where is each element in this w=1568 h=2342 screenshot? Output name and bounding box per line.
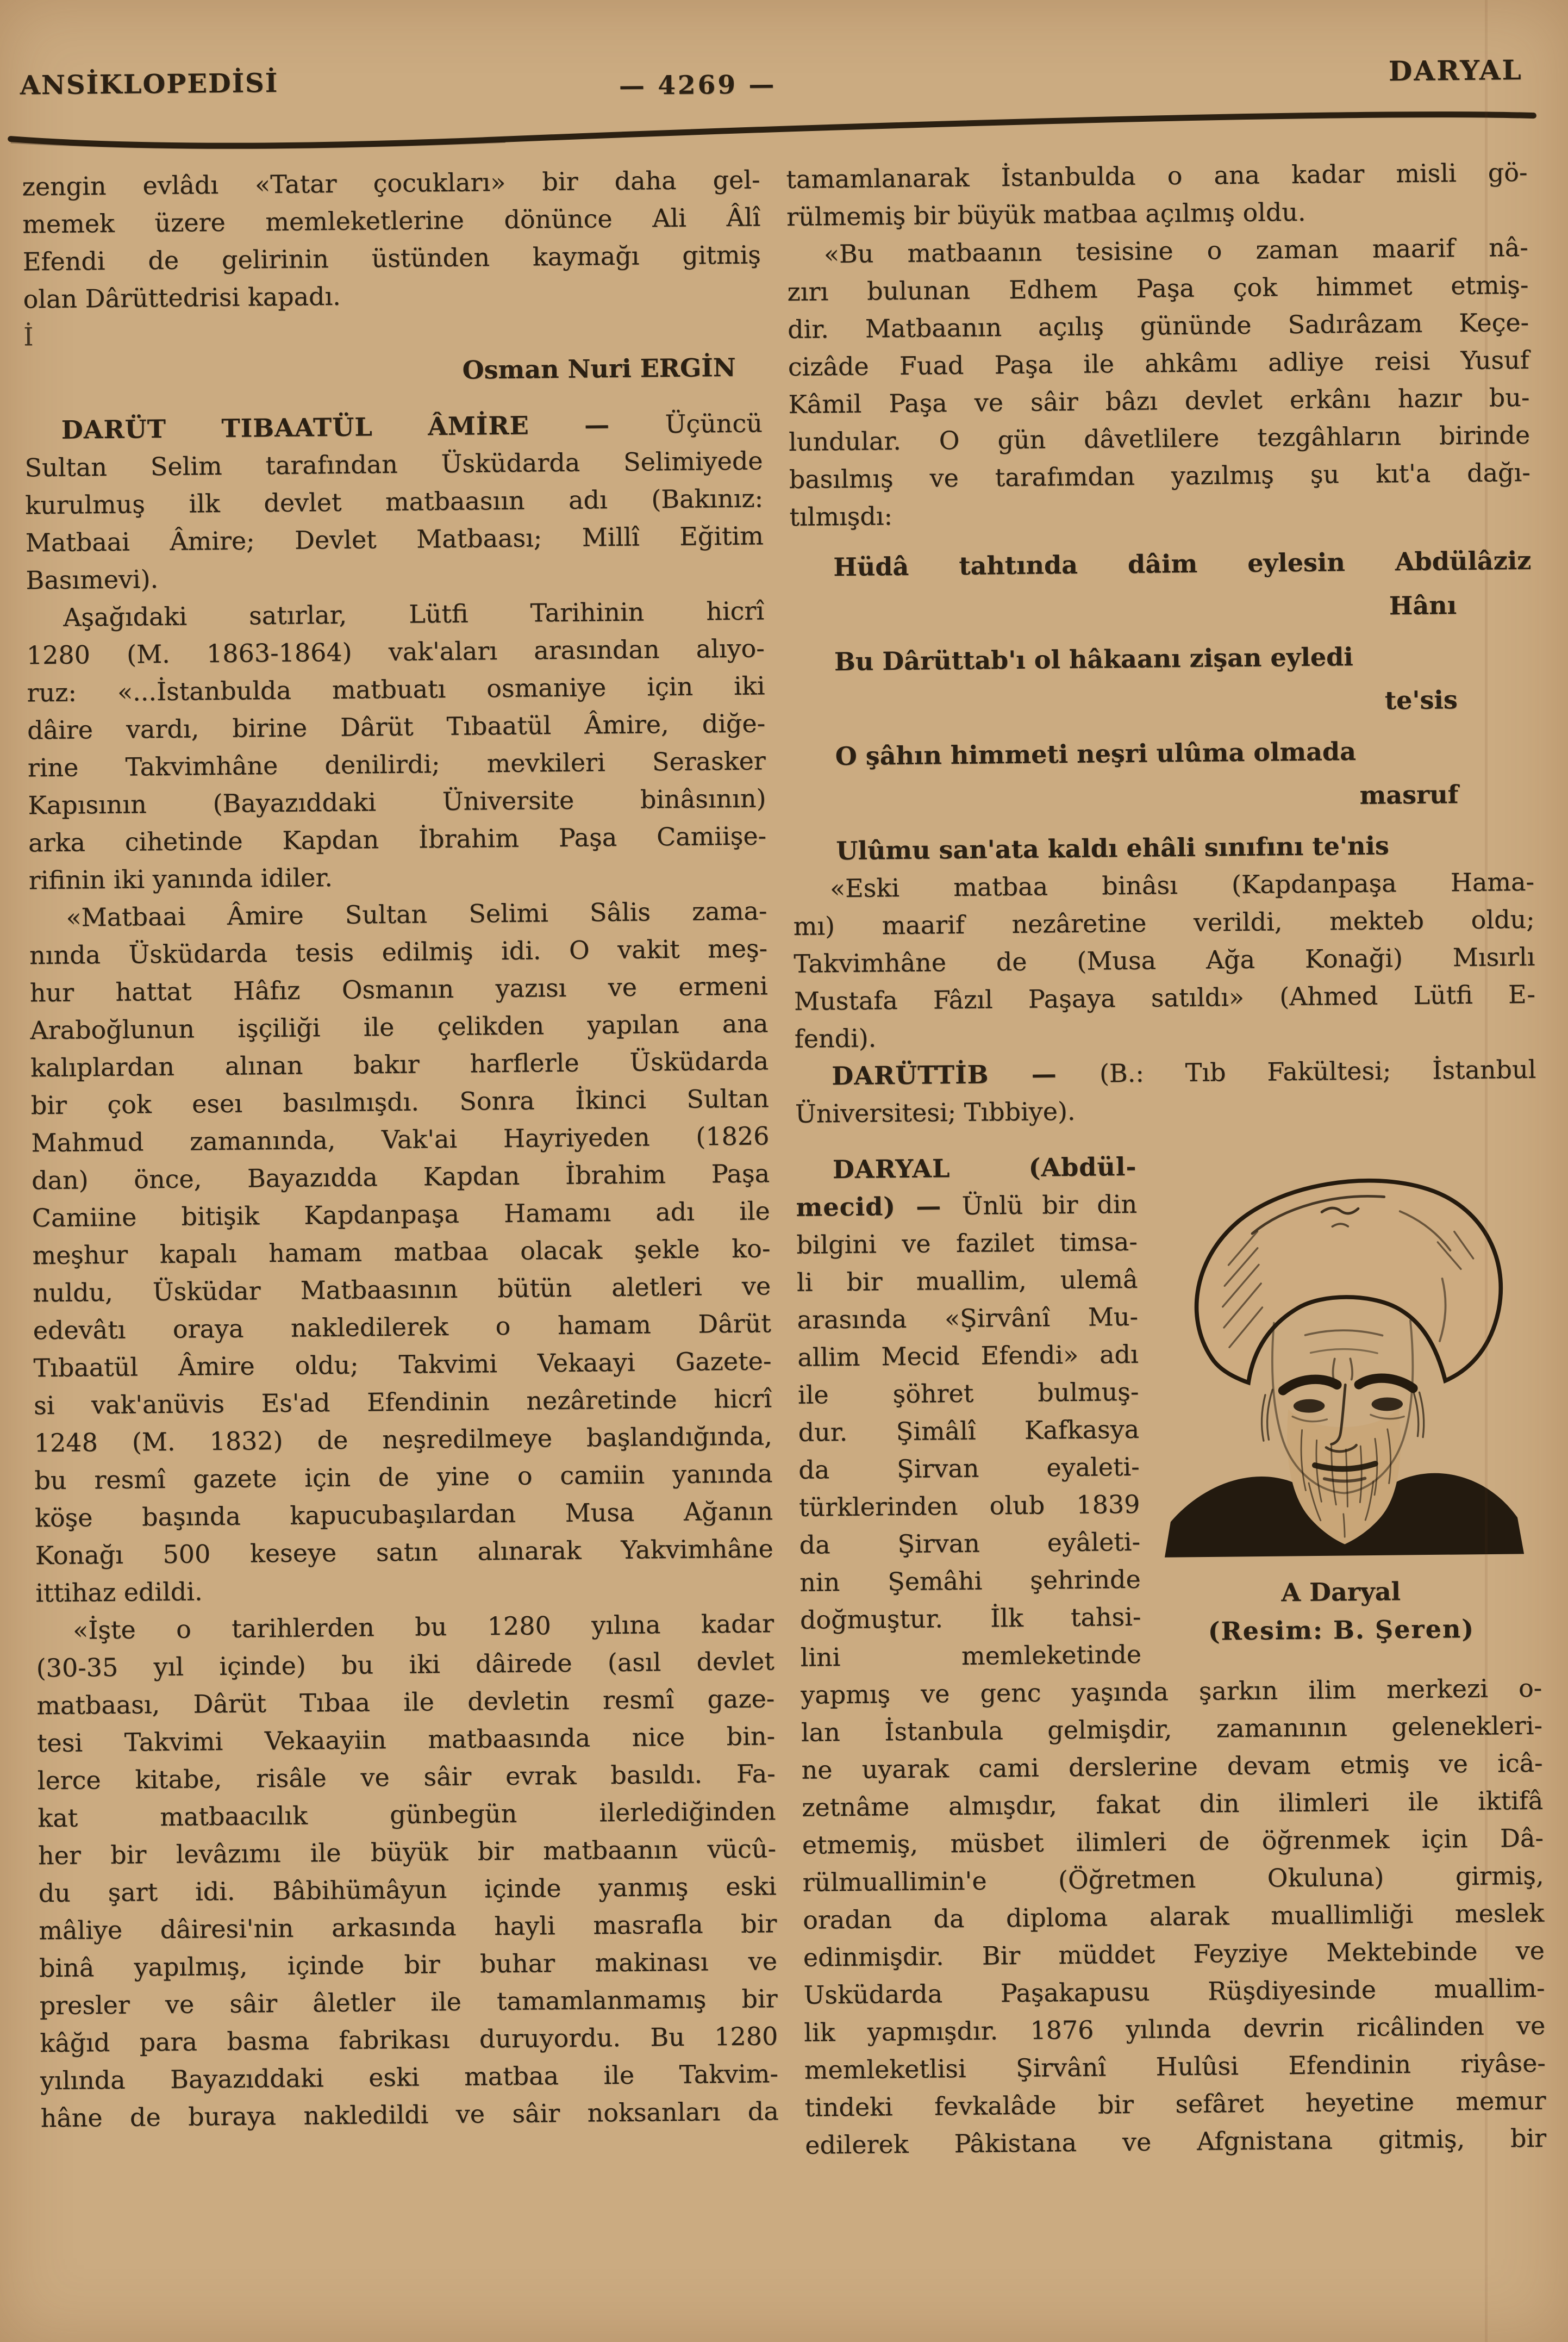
text-line: ne uyarak cami derslerine devam etmiş ve icâ- bbox=[801, 1748, 1543, 1785]
right-column bbox=[786, 154, 1546, 2164]
text-line: 1280 (M. 1863-1864) vak'aları arasından alıyo- bbox=[26, 633, 765, 670]
text-line: Aşağıdaki satırlar, Lütfi Tarihinin hicrî bbox=[63, 596, 765, 632]
text-line: nında Üsküdarda tesis edilmiş idi. O vakit meş- bbox=[29, 933, 768, 970]
text-line: lik yapmışdır. 1876 yılında devrin ricâlinden ve bbox=[803, 2010, 1546, 2047]
text-line: cizâde Fuad Paşa ile ahkâmı adliye reisi Yusuf bbox=[788, 345, 1529, 382]
header-rule bbox=[5, 106, 1539, 159]
text-line: «İşte o tarihlerden bu 1280 yılına kadar bbox=[72, 1609, 774, 1645]
text-line: etmemiş, müsbet ilimleri de öğrenmek için Dâ- bbox=[802, 1823, 1544, 1860]
text-line: meşhur kapalı hamam matbaa olacak şekle ko- bbox=[32, 1234, 771, 1270]
text-line: tılmışdı: bbox=[789, 501, 893, 532]
text-line: lini memleketinde bbox=[800, 1639, 1142, 1672]
text-line: Ulûmu san'ata kaldı ehâli sınıfını te'nis bbox=[836, 831, 1390, 866]
text-line: kalıplardan alınan bakır harflerle Üsküdarda bbox=[30, 1046, 769, 1083]
text-line: olan Dârüttedrisi kapadı. bbox=[23, 281, 341, 314]
text-line: köşe başında kapucubaşılardan Musa Ağanın bbox=[34, 1496, 773, 1533]
text-line: binâ yapılmış, içinde bir buhar makinası ve bbox=[39, 1946, 778, 1983]
entry-text: (B.: Tıb Fakültesi; İstanbul bbox=[1099, 1054, 1536, 1088]
text-line: basılmış ve tarafımdan yazılmış şu kıt'a dağı- bbox=[789, 457, 1530, 494]
text-line: fendi). bbox=[794, 1023, 877, 1054]
text-line: bir çok eseı basılmışdı. Sonra İkinci Sultan bbox=[30, 1083, 769, 1120]
text-line: kâğıd para basma fabrikası duruyordu. Bu 1280 bbox=[40, 2021, 778, 2058]
text-line: ile şöhret bulmuş- bbox=[797, 1376, 1139, 1410]
text-line: si vak'anüvis Es'ad Efendinin nezâretinde hicrî bbox=[33, 1384, 772, 1421]
text-line: dur. Şimâlî Kafkasya bbox=[798, 1414, 1140, 1447]
entry-headword: mecid) — bbox=[796, 1191, 962, 1222]
header-entry-title: DARYAL bbox=[1388, 53, 1523, 88]
text-line: her bir levâzımı ile büyük bir matbaanın vücû- bbox=[38, 1834, 777, 1871]
text-line: presler ve sâir âletler ile tamamlanmamış bir bbox=[39, 1984, 778, 2021]
entry-line bbox=[796, 1186, 1137, 1226]
text-line: edinmişdir. Bir müddet Feyziye Mektebinde ve bbox=[803, 1935, 1545, 1972]
text-line: li bir muallim, ulemâ bbox=[796, 1264, 1138, 1297]
portrait-illustration bbox=[1149, 1148, 1528, 1563]
text-line: Kapısının (Bayazıddaki Üniversite binâsının) bbox=[28, 783, 766, 820]
portrait-caption-name: A Daryal bbox=[1281, 1577, 1401, 1608]
text-line: dan) önce, Bayazıdda Kapdan İbrahim Paşa bbox=[31, 1158, 770, 1195]
text-line: O şâhın himmeti neşri ulûma olmada bbox=[835, 736, 1357, 771]
text-line: lundular. O gün dâvetlilere tezgâhların birinde bbox=[788, 420, 1530, 457]
text-line: rine Takvimhâne denilirdi; mevkileri Serasker bbox=[27, 746, 766, 783]
header-journal-title: ANSİKLOPEDİSİ bbox=[20, 67, 279, 101]
text-line: Efendi de gelirinin üstünden kaymağı gitmiş bbox=[22, 240, 761, 277]
text-line: dir. Matbaanın açılış gününde Sadırâzam Keçe- bbox=[787, 307, 1529, 344]
header-page-number: — 4269 — bbox=[619, 70, 777, 101]
text-line: allim Mecid Efendi» adı bbox=[797, 1339, 1139, 1372]
text-line: bu resmî gazete için de yine o camiin yanında bbox=[34, 1459, 773, 1496]
text-line: Bu Dârüttab'ı ol hâkaanı zişan eyledi bbox=[834, 641, 1353, 677]
text-line: Mahmud zamanında, Vak'ai Hayriyeden (1826 bbox=[31, 1121, 770, 1158]
entry-text: Üçüncü bbox=[665, 408, 763, 439]
text-line: da Şirvan eyaleti- bbox=[798, 1452, 1140, 1485]
text-line: türklerinden olub 1839 bbox=[798, 1489, 1140, 1522]
text-line: memek üzere memleketlerine dönünce Ali Âlî bbox=[22, 202, 761, 239]
entry-line bbox=[24, 404, 763, 449]
text-line: mı) maarif nezâretine verildi, mekteb oldu; bbox=[793, 904, 1535, 941]
text-line: İ bbox=[23, 322, 34, 352]
text-line: yılında Bayazıddaki eski matbaa ile Takvim- bbox=[40, 2059, 779, 2096]
text-line: tamamlanarak İstanbulda o ana kadar misli gö- bbox=[786, 157, 1528, 194]
text-line: (30-35 yıl içinde) bu iki dâirede (asıl devlet bbox=[36, 1646, 774, 1683]
text-line: tindeki fevkalâde bir sefâret heyetine memur bbox=[804, 2085, 1546, 2122]
text-line: «Bu matbaanın tesisine o zaman maarif nâ- bbox=[823, 232, 1529, 269]
text-line: memleketlisi Şirvânî Hulûsi Efendinin riyâse- bbox=[804, 2048, 1546, 2085]
text-line: lerce kitabe, risâle ve sâir evrak basıldı. Fa- bbox=[37, 1759, 776, 1796]
text-line: tesi Takvimi Vekaayiin matbaasında nice bin- bbox=[36, 1721, 776, 1758]
text-line: Üniversitesi; Tıbbiye). bbox=[795, 1096, 1076, 1129]
text-line: yapmış ve genc yaşında şarkın ilim merkezi o- bbox=[800, 1673, 1542, 1710]
text-line: Basımevi). bbox=[26, 564, 159, 595]
portrait-caption-credit: (Resim: B. Şeren) bbox=[1208, 1614, 1475, 1646]
text-line: bilgini ve fazilet timsa- bbox=[796, 1226, 1138, 1260]
entry-headword: DARYAL (Abdül- bbox=[832, 1151, 1137, 1185]
text-line: Kâmil Paşa ve sâir bâzı devlet erkânı hazır bu- bbox=[788, 382, 1530, 419]
text-line: kurulmuş ilk devlet matbaasıın adı (Bakınız: bbox=[24, 483, 764, 520]
left-column bbox=[22, 161, 779, 2137]
text-line: Camiine bitişik Kapdanpaşa Hamamı adı ile bbox=[32, 1196, 770, 1233]
text-line: matbaası, Dârüt Tıbaa ile devletin resmî gaze- bbox=[36, 1684, 775, 1721]
text-line: edilerek Pâkistana ve Afgnistana gitmiş, bir bbox=[804, 2123, 1547, 2160]
text-line: zetnâme almışdır, fakat din ilimleri ile iktifâ bbox=[801, 1785, 1544, 1822]
text-line: mâliye dâiresi'nin arkasında hayli masrafla bir bbox=[39, 1909, 777, 1946]
text-line: Araboğlunun işçiliği ile çelikden yapılan ana bbox=[30, 1008, 769, 1045]
text-line: Hânı bbox=[1389, 590, 1457, 621]
entry-line bbox=[795, 1051, 1536, 1095]
text-line: Mustafa Fâzıl Paşaya satıldı» (Ahmed Lütfi E- bbox=[794, 979, 1536, 1016]
text-line: «Eski matbaa binâsı (Kapdanpaşa Hama- bbox=[829, 867, 1535, 904]
text-line: lan İstanbula gelmişdir, zamanının gelenekleri- bbox=[801, 1710, 1543, 1747]
text-line: oradan da diploma alarak muallimliği meslek bbox=[802, 1898, 1545, 1935]
right-column-top bbox=[786, 154, 1536, 1151]
text-line: hur hattat Hâfız Osmanın yazısı ve ermeni bbox=[29, 971, 768, 1008]
text-line: Sultan Selim tarafından Üsküdarda Selimiyede bbox=[24, 446, 763, 483]
text-line: masruf bbox=[1359, 780, 1459, 810]
text-line: doğmuştur. İlk tahsi- bbox=[799, 1602, 1141, 1635]
text-line: Takvimhâne de (Musa Ağa Konaği) Mısırlı bbox=[794, 942, 1535, 979]
entry-text: Ünlü bir din bbox=[961, 1189, 1138, 1220]
daryal-entry bbox=[796, 1144, 1542, 1677]
text-line: Matbaai Âmire; Devlet Matbaası; Millî Eğitim bbox=[25, 521, 764, 558]
entry-headword: DARÜT TIBAATÜL ÂMİRE — bbox=[61, 409, 665, 445]
text-line: edevâtı oraya nakledilerek o hamam Dârüt bbox=[33, 1309, 771, 1346]
right-column-bottom bbox=[801, 1670, 1547, 2164]
text-line: 1248 (M. 1832) de neşredilmeye başlandığında, bbox=[34, 1421, 772, 1458]
text-line: Konağı 500 keseye satın alınarak Yakvimhâne bbox=[35, 1534, 773, 1571]
text-line: ruz: «...İstanbulda matbuatı osmaniye için iki bbox=[27, 671, 765, 708]
entry-line bbox=[796, 1148, 1137, 1189]
text-line: arasında «Şirvânî Mu- bbox=[797, 1301, 1139, 1335]
text-line: ittihaz edildi. bbox=[35, 1577, 203, 1608]
text-line: rülmuallimin'e (Öğretmen Okuluna) girmiş, bbox=[802, 1860, 1544, 1897]
text-line: Hüdâ tahtında dâim eylesin Abdülâziz bbox=[833, 545, 1532, 582]
text-line: te'sis bbox=[1384, 685, 1458, 715]
entry-headword: DARÜTTİB — bbox=[832, 1058, 1100, 1091]
text-line: dâire vardı, birine Dârüt Tıbaatül Âmire, diğe- bbox=[27, 708, 766, 745]
text-line: kat matbaacılık günbegün ilerlediğinden bbox=[38, 1796, 776, 1833]
text-line: du şart idi. Bâbihümâyun içinde yanmış eski bbox=[38, 1871, 777, 1908]
text-line: «Matbaai Âmire Sultan Selimi Sâlis zama- bbox=[66, 896, 767, 932]
text-line: zengin evlâdı «Tatar çocukları» bir daha gel- bbox=[22, 165, 760, 202]
text-line: arka cihetinde Kapdan İbrahim Paşa Camiişe- bbox=[28, 821, 767, 858]
text-line: Tıbaatül Âmire oldu; Takvimi Vekaayi Gazete- bbox=[33, 1346, 772, 1383]
text-line: Osman Nuri ERGİN bbox=[462, 352, 736, 385]
text-line: rifinin iki yanında idiler. bbox=[28, 862, 333, 895]
text-line: da Şirvan eyâleti- bbox=[799, 1527, 1141, 1560]
text-line: hâne de buraya nakledildi ve sâir noksanları da bbox=[40, 2096, 779, 2133]
portrait-figure bbox=[1136, 1144, 1541, 1649]
text-line: rülmemiş bir büyük matbaa açılmış oldu. bbox=[786, 197, 1306, 232]
text-line: nin Şemâhi şehrinde bbox=[799, 1564, 1141, 1597]
text-line: nuldu, Üsküdar Matbaasının bütün aletleri ve bbox=[32, 1271, 771, 1308]
text-line: zırı bulunan Edhem Paşa çok himmet etmiş- bbox=[787, 270, 1529, 307]
daryal-entry-text bbox=[796, 1148, 1142, 1677]
text-line: Usküdarda Paşakapusu Rüşdiyesinde muallim- bbox=[803, 1973, 1545, 2010]
